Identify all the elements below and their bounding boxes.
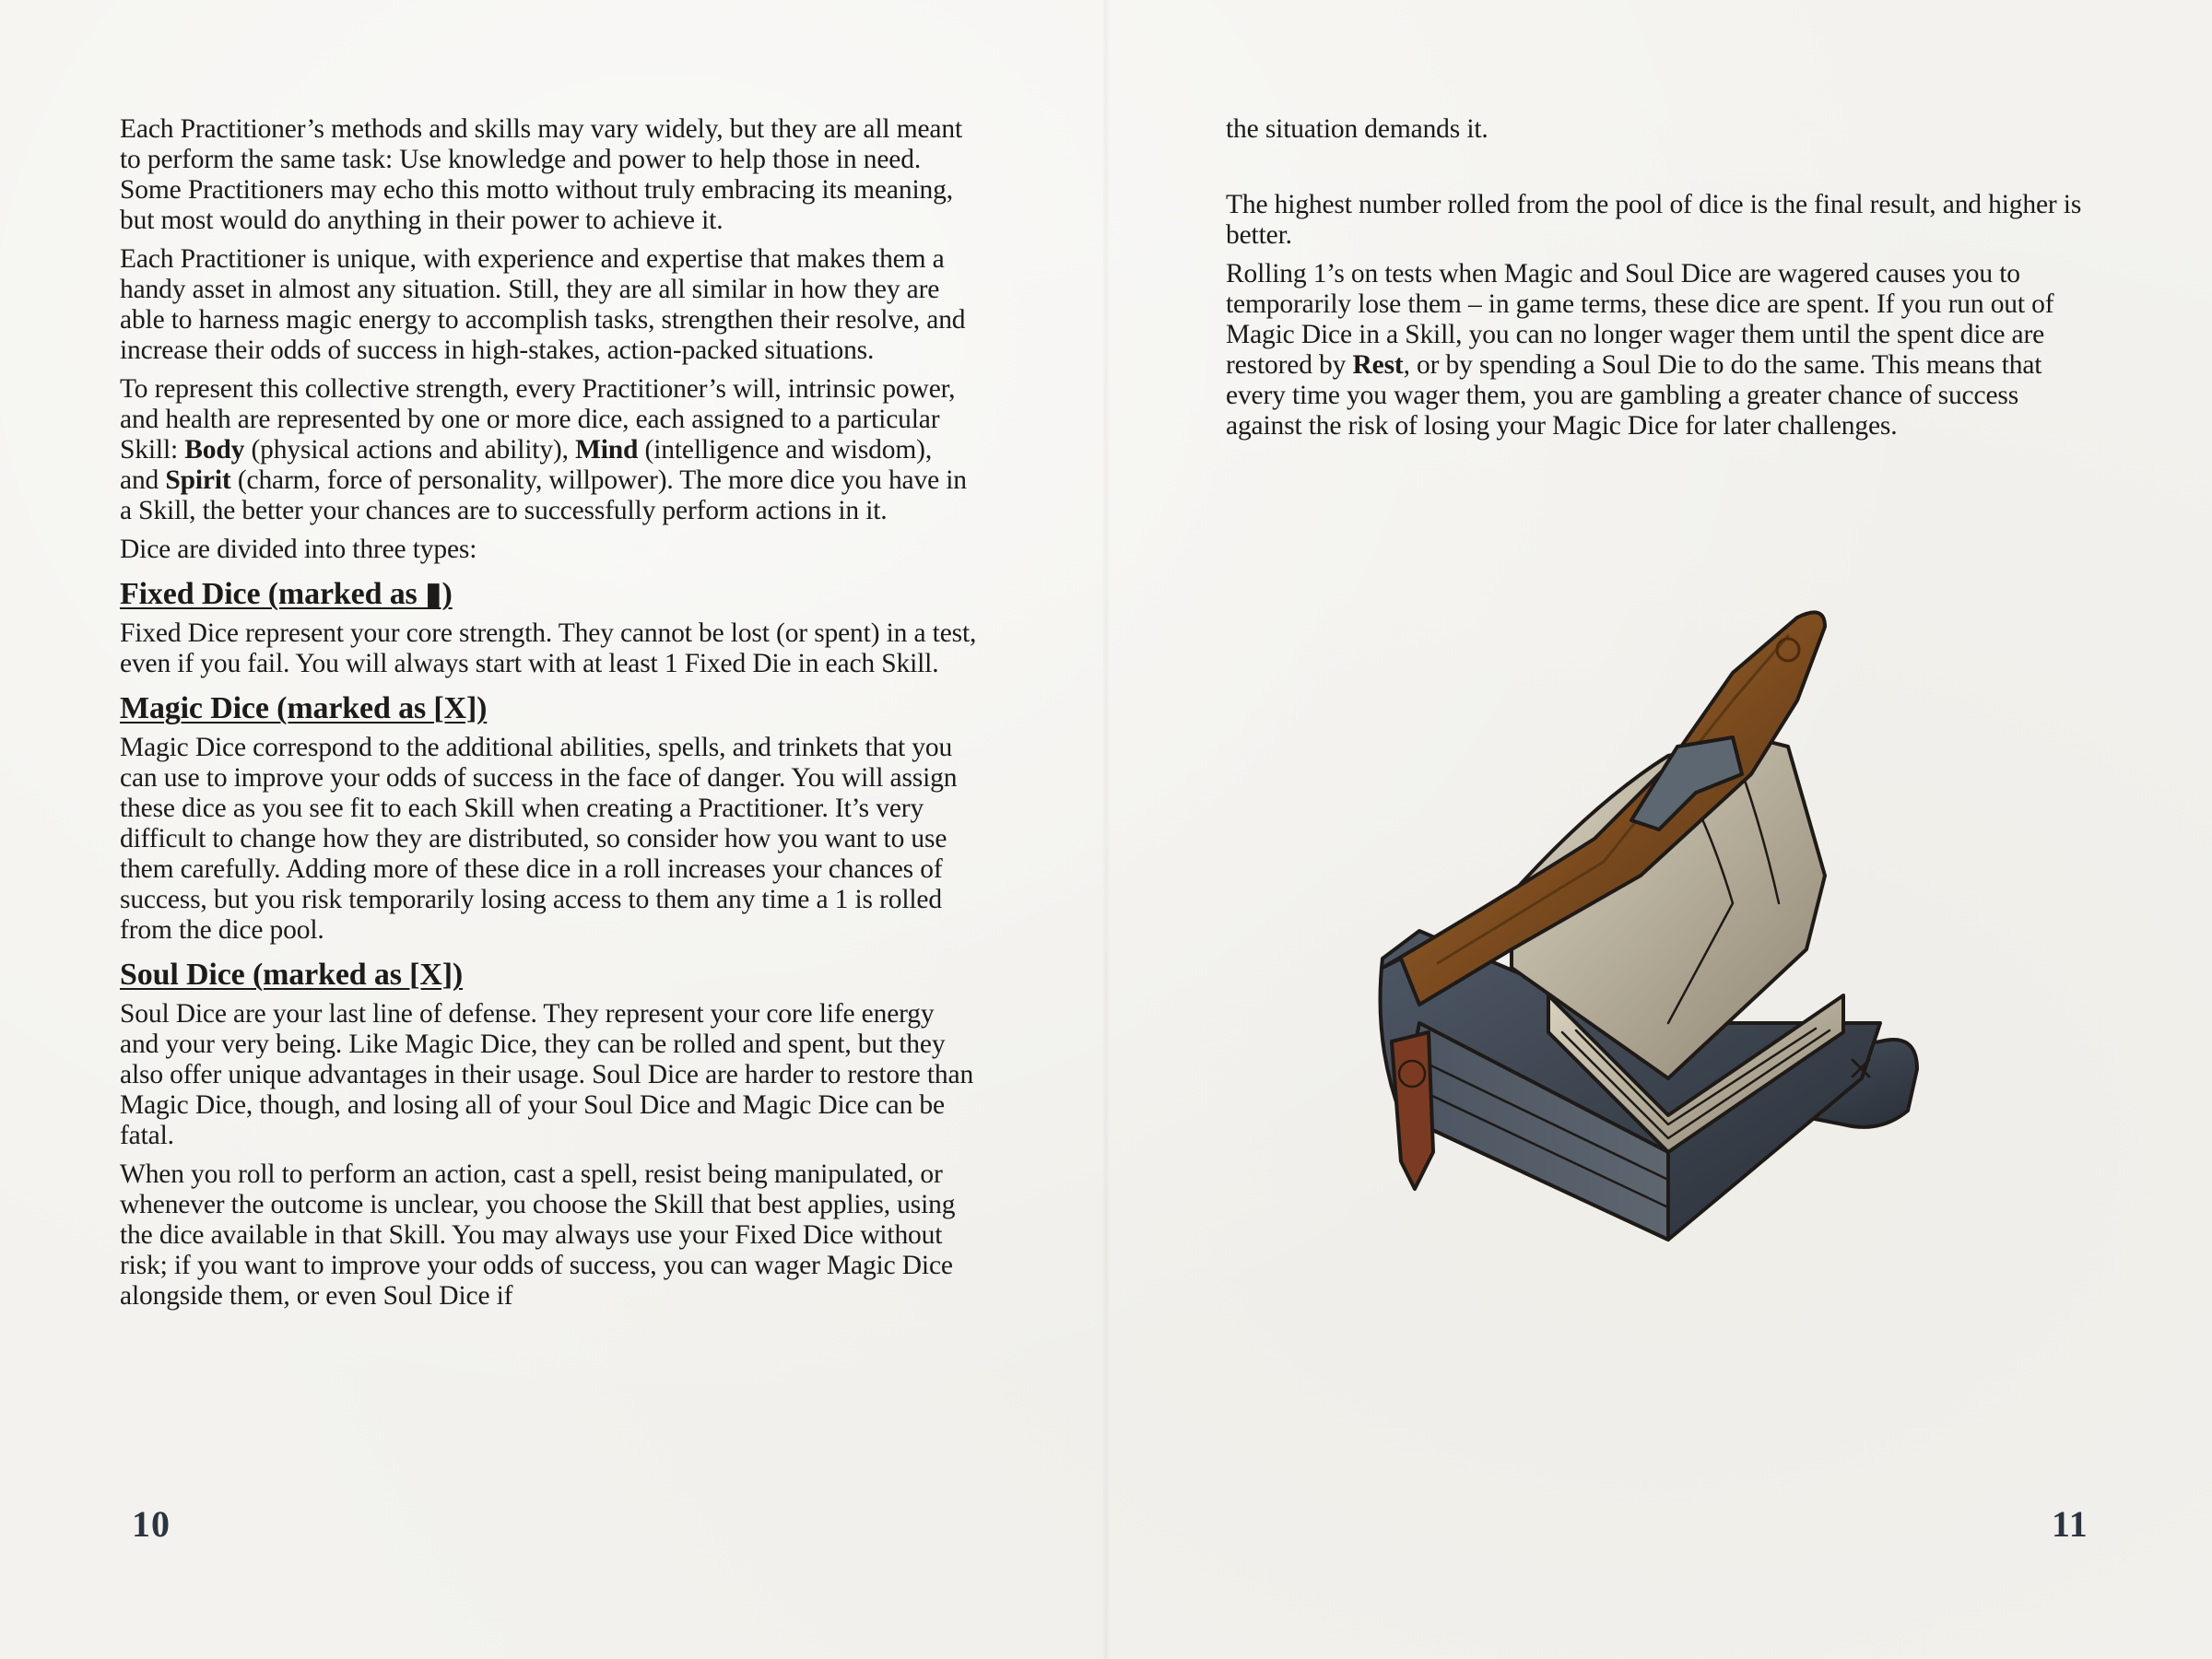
text-run: (physical actions and ability), <box>244 435 576 465</box>
paragraph-situation-demands: the situation demands it. <box>1226 114 1488 144</box>
term-mind: Mind <box>575 435 639 465</box>
paragraph-rolling: When you roll to perform an action, cast a spell, resist being manipulated, or whenever the outcome is unclear, you choose the Skill that best applies, using the dice available in that Skill. You may always use your Fixed Dice without risk; if you want to improve your odds of success, you can wager Magic Dice alongside them, or even Soul Dice if <box>120 1159 956 1311</box>
text-run: To represent this collective strength, every Practitioner’s will, intrinsic power, and health are represented by one or more dice, each assigned to a particular Skill: <box>120 374 956 465</box>
paragraph-practitioner-unique: Each Practitioner is unique, with experience and expertise that makes them a handy asset in almost any situation. Still, they are all similar in how they are able to harness magic energy to accomplish tasks, strengthen their resolve, and increase their odds of success in high-stakes, action-packed situations. <box>120 244 966 365</box>
left-page-text <box>120 114 977 1320</box>
paragraph-practitioner-methods: Each Practitioner’s methods and skills may vary widely, but they are all meant to perform the same task: Use knowledge and power to help those in need. Some Practitioners may echo this motto without truly embracing its meaning, but most would do anything in their power to achieve it. <box>120 114 963 235</box>
paragraph-soul-dice: Soul Dice are your last line of defense. They represent your core life energy and your very being. Like Magic Dice, they can be rolled and spent, but they also offer unique advantages in their usage. Soul Dice are harder to restore than Magic Dice, though, and losing all of your Soul Dice and Magic Dice can be fatal. <box>120 999 974 1150</box>
text-run: (intelligence and wisdom), and <box>120 435 933 495</box>
ribbon-bookmark <box>1392 1032 1433 1189</box>
spellbook-illustration <box>1364 599 2101 1244</box>
paragraph-highest-number: The highest number rolled from the pool of dice is the final result, and higher is better. <box>1226 190 2082 250</box>
right-page-text <box>1226 114 2088 450</box>
text-run: (charm, force of personality, willpower). The more dice you have in a Skill, the better your chances are to successfully perform actions in it. <box>120 465 967 525</box>
paragraph-fixed-dice: Fixed Dice represent your core strength. They cannot be lost (or spent) in a test, even if you fail. You will always start with at least 1 Fixed Die in each Skill. <box>120 618 977 678</box>
paragraph-rolling-ones <box>1226 259 2088 441</box>
heading-soul-dice: Soul Dice (marked as [X]) <box>120 958 464 992</box>
text-run: , or by spending a Soul Die to do the same. This means that every time you wager them, you are gambling a greater chance of success against the risk of losing your Magic Dice for later challenges. <box>1226 350 2042 441</box>
heading-fixed-dice: Fixed Dice (marked as ▮) <box>120 577 453 611</box>
term-rest: Rest <box>1352 350 1404 380</box>
paragraph-dice-types: Dice are divided into three types: <box>120 535 477 564</box>
page-gutter <box>1102 0 1110 1659</box>
page-number-left: 10 <box>132 1503 171 1545</box>
page-number-right: 11 <box>2052 1503 2088 1545</box>
text-run: Rolling 1’s on tests when Magic and Soul Dice are wagered causes you to temporarily lose them – in game terms, these dice are spent. If you run out of Magic Dice in a Skill, you can no longer wager them until the spent dice are restored by <box>1226 259 2054 380</box>
term-spirit: Spirit <box>165 465 231 495</box>
paragraph-collective-strength <box>120 374 977 526</box>
paragraph-magic-dice: Magic Dice correspond to the additional abilities, spells, and trinkets that you can use to improve your odds of success in the face of danger. You will assign these dice as you see fit to each Skill when creating a Practitioner. It’s very difficult to change how they are distributed, so consider how you want to use them carefully. Adding more of these dice in a roll increases your chances of success, but you risk temporarily losing access to them any time a 1 is rolled from the dice pool. <box>120 733 958 945</box>
term-body: Body <box>184 435 245 465</box>
heading-magic-dice: Magic Dice (marked as [X]) <box>120 691 488 725</box>
